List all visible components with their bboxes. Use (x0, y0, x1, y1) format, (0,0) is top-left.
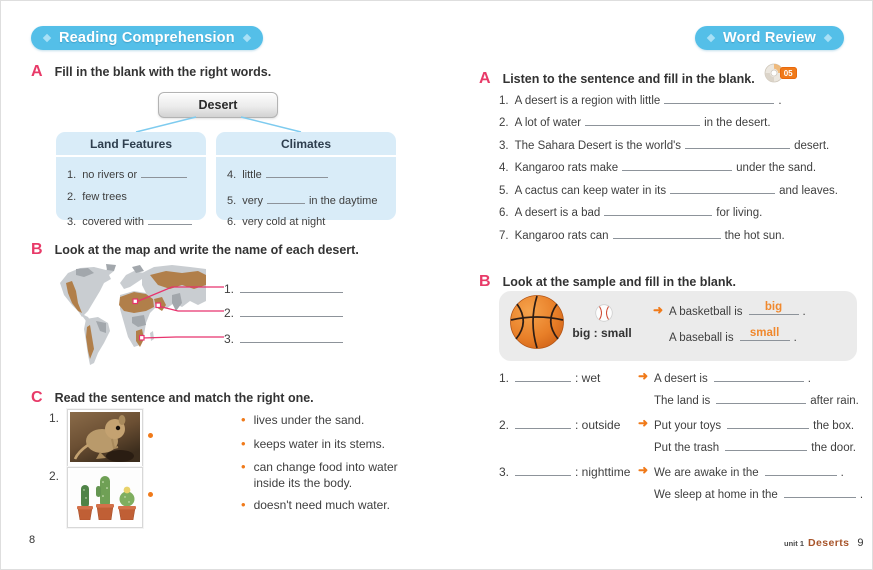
match-dot (148, 492, 153, 497)
pair-answer-1a: A desert is . (654, 369, 866, 385)
diagram-connector-lines (131, 116, 311, 133)
arrow-icon: ➜ (638, 416, 649, 430)
section-marker: A (479, 70, 491, 87)
arrow-icon: ➜ (653, 303, 664, 317)
fill-blank-line: 4. little (227, 165, 388, 181)
match-option (241, 412, 419, 428)
pair-prompt-3: 3. : nighttime (499, 465, 631, 479)
match-option (241, 459, 413, 491)
section-a-left-header (31, 63, 271, 81)
map-marker-arabian (156, 303, 161, 308)
pair-answer-2b: Put the trash the door. (654, 438, 866, 454)
map-answer-line-1: 1. (224, 280, 347, 296)
listen-fill-line-6: 6. A desert is a bad for living. (499, 203, 865, 219)
badge-ornament-icon (243, 34, 251, 42)
listen-fill-line-7: 7. Kangaroo rats can the hot sun. (499, 226, 865, 242)
section-marker: A (31, 63, 43, 80)
section-marker: C (31, 389, 43, 406)
fill-blank-line: 2. few trees (67, 190, 127, 203)
option-text: keeps water in its stems. (253, 437, 385, 451)
box-title: Climates (216, 132, 396, 157)
listen-fill-line-5: 5. A cactus can keep water in its and leaves. (499, 181, 865, 197)
match-option (241, 497, 419, 513)
box-title: Land Features (56, 132, 206, 157)
badge-label: Reading Comprehension (59, 30, 235, 46)
option-text: lives under the sand. (253, 413, 365, 427)
section-marker: B (479, 273, 491, 290)
page-number-right: 9 (857, 537, 864, 549)
option-text: doesn't need much water. (253, 498, 390, 512)
map-answer-line-2: 2. (224, 304, 347, 320)
audio-track-badge: 05 (780, 67, 797, 79)
fill-blank-line: 6. very cold at night (227, 216, 326, 228)
pair-answer-1b: The land is after rain. (654, 391, 866, 407)
section-title: Fill in the blank with the right words. (54, 65, 272, 79)
option-bullet-icon: • (241, 459, 246, 474)
section-title: Look at the sample and fill in the blank. (502, 275, 736, 289)
listen-fill-line-1: 1. A desert is a region with little . (499, 91, 865, 107)
match-option (241, 436, 419, 452)
land-features-box (56, 132, 206, 228)
pair-answer-3b: We sleep at home in the . (654, 485, 866, 501)
section-title: Listen to the sentence and fill in the blank. (502, 72, 755, 86)
reading-comprehension-badge (31, 26, 263, 50)
audio-cd-icon (764, 63, 797, 83)
option-bullet-icon: • (241, 436, 246, 451)
map-answer-line-3: 3. (224, 330, 347, 346)
badge-ornament-icon (707, 34, 715, 42)
map-marker-namib (140, 336, 145, 341)
fill-blank-line: 3. covered with (67, 212, 198, 228)
climates-box (216, 132, 396, 228)
sample-line-1: A basketball is big . (669, 301, 806, 318)
option-text: can change food into water inside its the body. (253, 460, 398, 490)
section-b-left-header (31, 241, 359, 259)
badge-ornament-icon (43, 34, 51, 42)
section-b-right-header (479, 273, 736, 291)
section-marker: B (31, 241, 43, 258)
arrow-icon: ➜ (638, 369, 649, 383)
badge-ornament-icon (824, 34, 832, 42)
footer-unit-title: Deserts (808, 537, 850, 549)
basketball-image (509, 294, 565, 355)
section-title: Read the sentence and match the right one. (54, 391, 314, 405)
section-a-right-header (479, 63, 797, 88)
fill-blank-line: 1. no rivers or (67, 165, 198, 181)
footer-unit: unit 1 (784, 539, 804, 548)
page-number-left: 8 (29, 534, 36, 546)
cacti-photo (67, 467, 143, 528)
match-dot (148, 433, 153, 438)
arrow-icon: ➜ (638, 463, 649, 477)
pair-answer-2a: Put your toys the box. (654, 416, 866, 432)
pair-prompt-2: 2. : outside (499, 418, 621, 432)
badge-label: Word Review (723, 30, 816, 46)
fill-blank-line: 5. very in the daytime (227, 191, 388, 207)
listen-fill-line-3: 3. The Sahara Desert is the world's desert. (499, 136, 865, 152)
match-item-number: 2. (49, 469, 60, 483)
match-item-number: 1. (49, 411, 60, 425)
listen-fill-line-2: 2. A lot of water in the desert. (499, 113, 865, 129)
footer-right (784, 537, 863, 549)
world-map-deserts (54, 261, 226, 374)
pair-prompt-1: 1. : wet (499, 371, 601, 385)
option-bullet-icon: • (241, 412, 246, 427)
pair-answer-3a: We are awake in the . (654, 463, 866, 479)
kangaroo-rat-photo (67, 409, 143, 470)
section-c-left-header (31, 389, 314, 407)
pair-label: big : small (572, 326, 632, 340)
listen-fill-line-4: 4. Kangaroo rats make under the sand. (499, 158, 865, 174)
diagram-root-node: Desert (158, 92, 278, 118)
sample-line-2: A baseball is small . (669, 327, 797, 344)
section-title: Look at the map and write the name of each desert. (54, 243, 359, 257)
word-review-badge (695, 26, 844, 50)
option-bullet-icon: • (241, 497, 246, 512)
map-marker-sahara (133, 299, 138, 304)
baseball-image (595, 304, 613, 327)
